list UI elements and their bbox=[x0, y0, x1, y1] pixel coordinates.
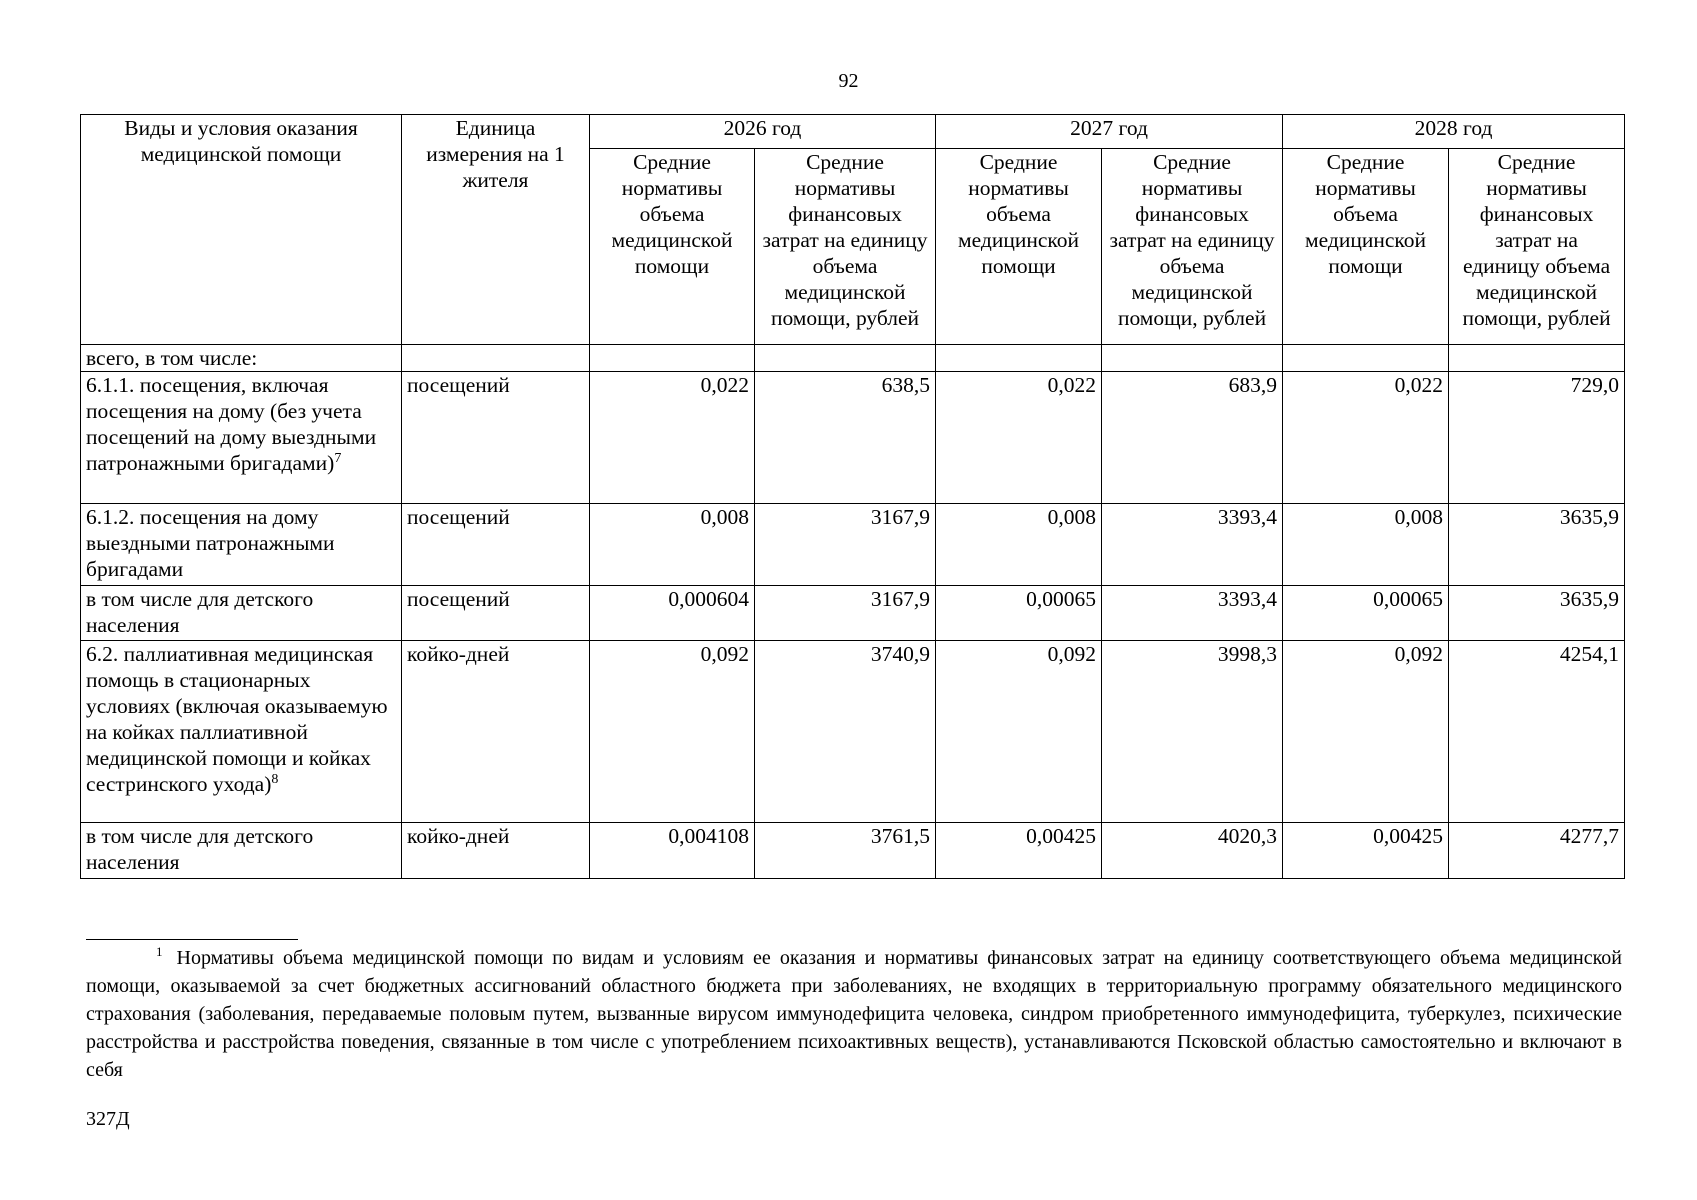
cell-volume-2026: 0,092 bbox=[590, 641, 755, 823]
cell-cost-2027: 3393,4 bbox=[1102, 504, 1283, 586]
header-volume-2027: Средние нормативы объема медицинской помощи bbox=[936, 149, 1102, 345]
header-volume-2028: Средние нормативы объема медицинской помощи bbox=[1283, 149, 1449, 345]
cell-cost-2027: 4020,3 bbox=[1102, 823, 1283, 879]
document-code: 327Д bbox=[86, 1108, 130, 1130]
cell-unit: посещений bbox=[402, 586, 590, 641]
cell-cost-2028: 4254,1 bbox=[1449, 641, 1625, 823]
cell-volume-2027: 0,00065 bbox=[936, 586, 1102, 641]
table-row bbox=[81, 504, 1625, 586]
cell-care-type bbox=[81, 504, 402, 586]
cell-volume-2026: 0,008 bbox=[590, 504, 755, 586]
table-row bbox=[81, 372, 1625, 504]
cell-cost-2027: 683,9 bbox=[1102, 372, 1283, 504]
cell-cost-2026: 3740,9 bbox=[755, 641, 936, 823]
table-body bbox=[81, 345, 1625, 879]
header-cost-2028: Средние нормативы финансовых затрат на единицу объема медицинской помощи, рублей bbox=[1449, 149, 1625, 345]
cell-cost-2028: 4277,7 bbox=[1449, 823, 1625, 879]
cell-volume-2028: 0,092 bbox=[1283, 641, 1449, 823]
cell-unit: койко-дней bbox=[402, 641, 590, 823]
cell-unit: койко-дней bbox=[402, 823, 590, 879]
cell-cost-2028: 3635,9 bbox=[1449, 504, 1625, 586]
cell-cost-2027: 3393,4 bbox=[1102, 586, 1283, 641]
header-type-of-care: Виды и условия оказания медицинской помощи bbox=[81, 115, 402, 345]
cell-volume-2027: 0,00425 bbox=[936, 823, 1102, 879]
cell-cost-2026 bbox=[755, 345, 936, 372]
cell-cost-2027 bbox=[1102, 345, 1283, 372]
footnote-reference: 7 bbox=[334, 450, 342, 466]
cell-volume-2028: 0,022 bbox=[1283, 372, 1449, 504]
cell-cost-2028: 729,0 bbox=[1449, 372, 1625, 504]
cell-volume-2027 bbox=[936, 345, 1102, 372]
cell-volume-2028: 0,00065 bbox=[1283, 586, 1449, 641]
cell-cost-2028 bbox=[1449, 345, 1625, 372]
cell-cost-2027: 3998,3 bbox=[1102, 641, 1283, 823]
care-type-text: 6.1.2. посещения на дому выездными патронажными бригадами bbox=[86, 505, 335, 581]
cell-unit: посещений bbox=[402, 372, 590, 504]
footnote-reference: 8 bbox=[271, 771, 279, 787]
page-number: 92 bbox=[838, 70, 859, 92]
cell-unit: посещений bbox=[402, 504, 590, 586]
cell-volume-2027: 0,008 bbox=[936, 504, 1102, 586]
norms-table bbox=[80, 114, 1625, 879]
cell-volume-2027: 0,092 bbox=[936, 641, 1102, 823]
header-volume-2026: Средние нормативы объема медицинской помощи bbox=[590, 149, 755, 345]
footnote-divider bbox=[86, 939, 298, 940]
footnote bbox=[86, 944, 1622, 1084]
cell-care-type bbox=[81, 641, 402, 823]
care-type-text: 6.1.1. посещения, включая посещения на дому (без учета посещений на дому выездными патронажными бригадами) bbox=[86, 373, 377, 475]
cell-cost-2026: 3761,5 bbox=[755, 823, 936, 879]
cell-care-type bbox=[81, 345, 402, 372]
cell-volume-2026: 0,022 bbox=[590, 372, 755, 504]
cell-volume-2028: 0,008 bbox=[1283, 504, 1449, 586]
header-cost-2026: Средние нормативы финансовых затрат на единицу объема медицинской помощи, рублей bbox=[755, 149, 936, 345]
cell-care-type bbox=[81, 823, 402, 879]
table-row bbox=[81, 345, 1625, 372]
cell-volume-2027: 0,022 bbox=[936, 372, 1102, 504]
cell-cost-2026: 3167,9 bbox=[755, 586, 936, 641]
header-unit: Единица измерения на 1 жителя bbox=[402, 115, 590, 345]
cell-care-type bbox=[81, 586, 402, 641]
care-type-text: в том числе для детского населения bbox=[86, 587, 314, 637]
cell-volume-2026 bbox=[590, 345, 755, 372]
table-row bbox=[81, 586, 1625, 641]
cell-cost-2028: 3635,9 bbox=[1449, 586, 1625, 641]
header-year-2028: 2028 год bbox=[1283, 115, 1625, 149]
cell-volume-2026: 0,000604 bbox=[590, 586, 755, 641]
cell-volume-2026: 0,004108 bbox=[590, 823, 755, 879]
cell-cost-2026: 3167,9 bbox=[755, 504, 936, 586]
cell-unit bbox=[402, 345, 590, 372]
header-cost-2027: Средние нормативы финансовых затрат на единицу объема медицинской помощи, рублей bbox=[1102, 149, 1283, 345]
care-type-text: 6.2. паллиативная медицинская помощь в стационарных условиях (включая оказываемую на койках паллиативной медицинской помощи и койках сестринского ухода) bbox=[86, 642, 388, 796]
table-row bbox=[81, 641, 1625, 823]
header-year-2027: 2027 год bbox=[936, 115, 1283, 149]
care-type-text: в том числе для детского населения bbox=[86, 824, 314, 874]
care-type-text: всего, в том числе: bbox=[86, 346, 258, 370]
cell-volume-2028: 0,00425 bbox=[1283, 823, 1449, 879]
cell-cost-2026: 638,5 bbox=[755, 372, 936, 504]
footnote-text: Нормативы объема медицинской помощи по видам и условиям ее оказания и нормативы финансовых затрат на единицу соответствующего объема медицинской помощи, оказываемой за счет бюджетных ассигнований областного бюджета при заболеваниях, не входящих в территориальную программу обязательного медицинского страхования (заболевания, передаваемые половым путем, вызванные вирусом иммунодефицита человека, синдром приобретенного иммунодефицита, туберкулез, психические расстройства и расстройства поведения, связанные в том числе с употреблением психоактивных веществ), устанавливаются Псковской областью самостоятельно и включают в себя bbox=[86, 947, 1622, 1081]
header-year-2026: 2026 год bbox=[590, 115, 936, 149]
cell-care-type bbox=[81, 372, 402, 504]
cell-volume-2028 bbox=[1283, 345, 1449, 372]
table-row bbox=[81, 823, 1625, 879]
footnote-mark: 1 bbox=[156, 944, 163, 960]
